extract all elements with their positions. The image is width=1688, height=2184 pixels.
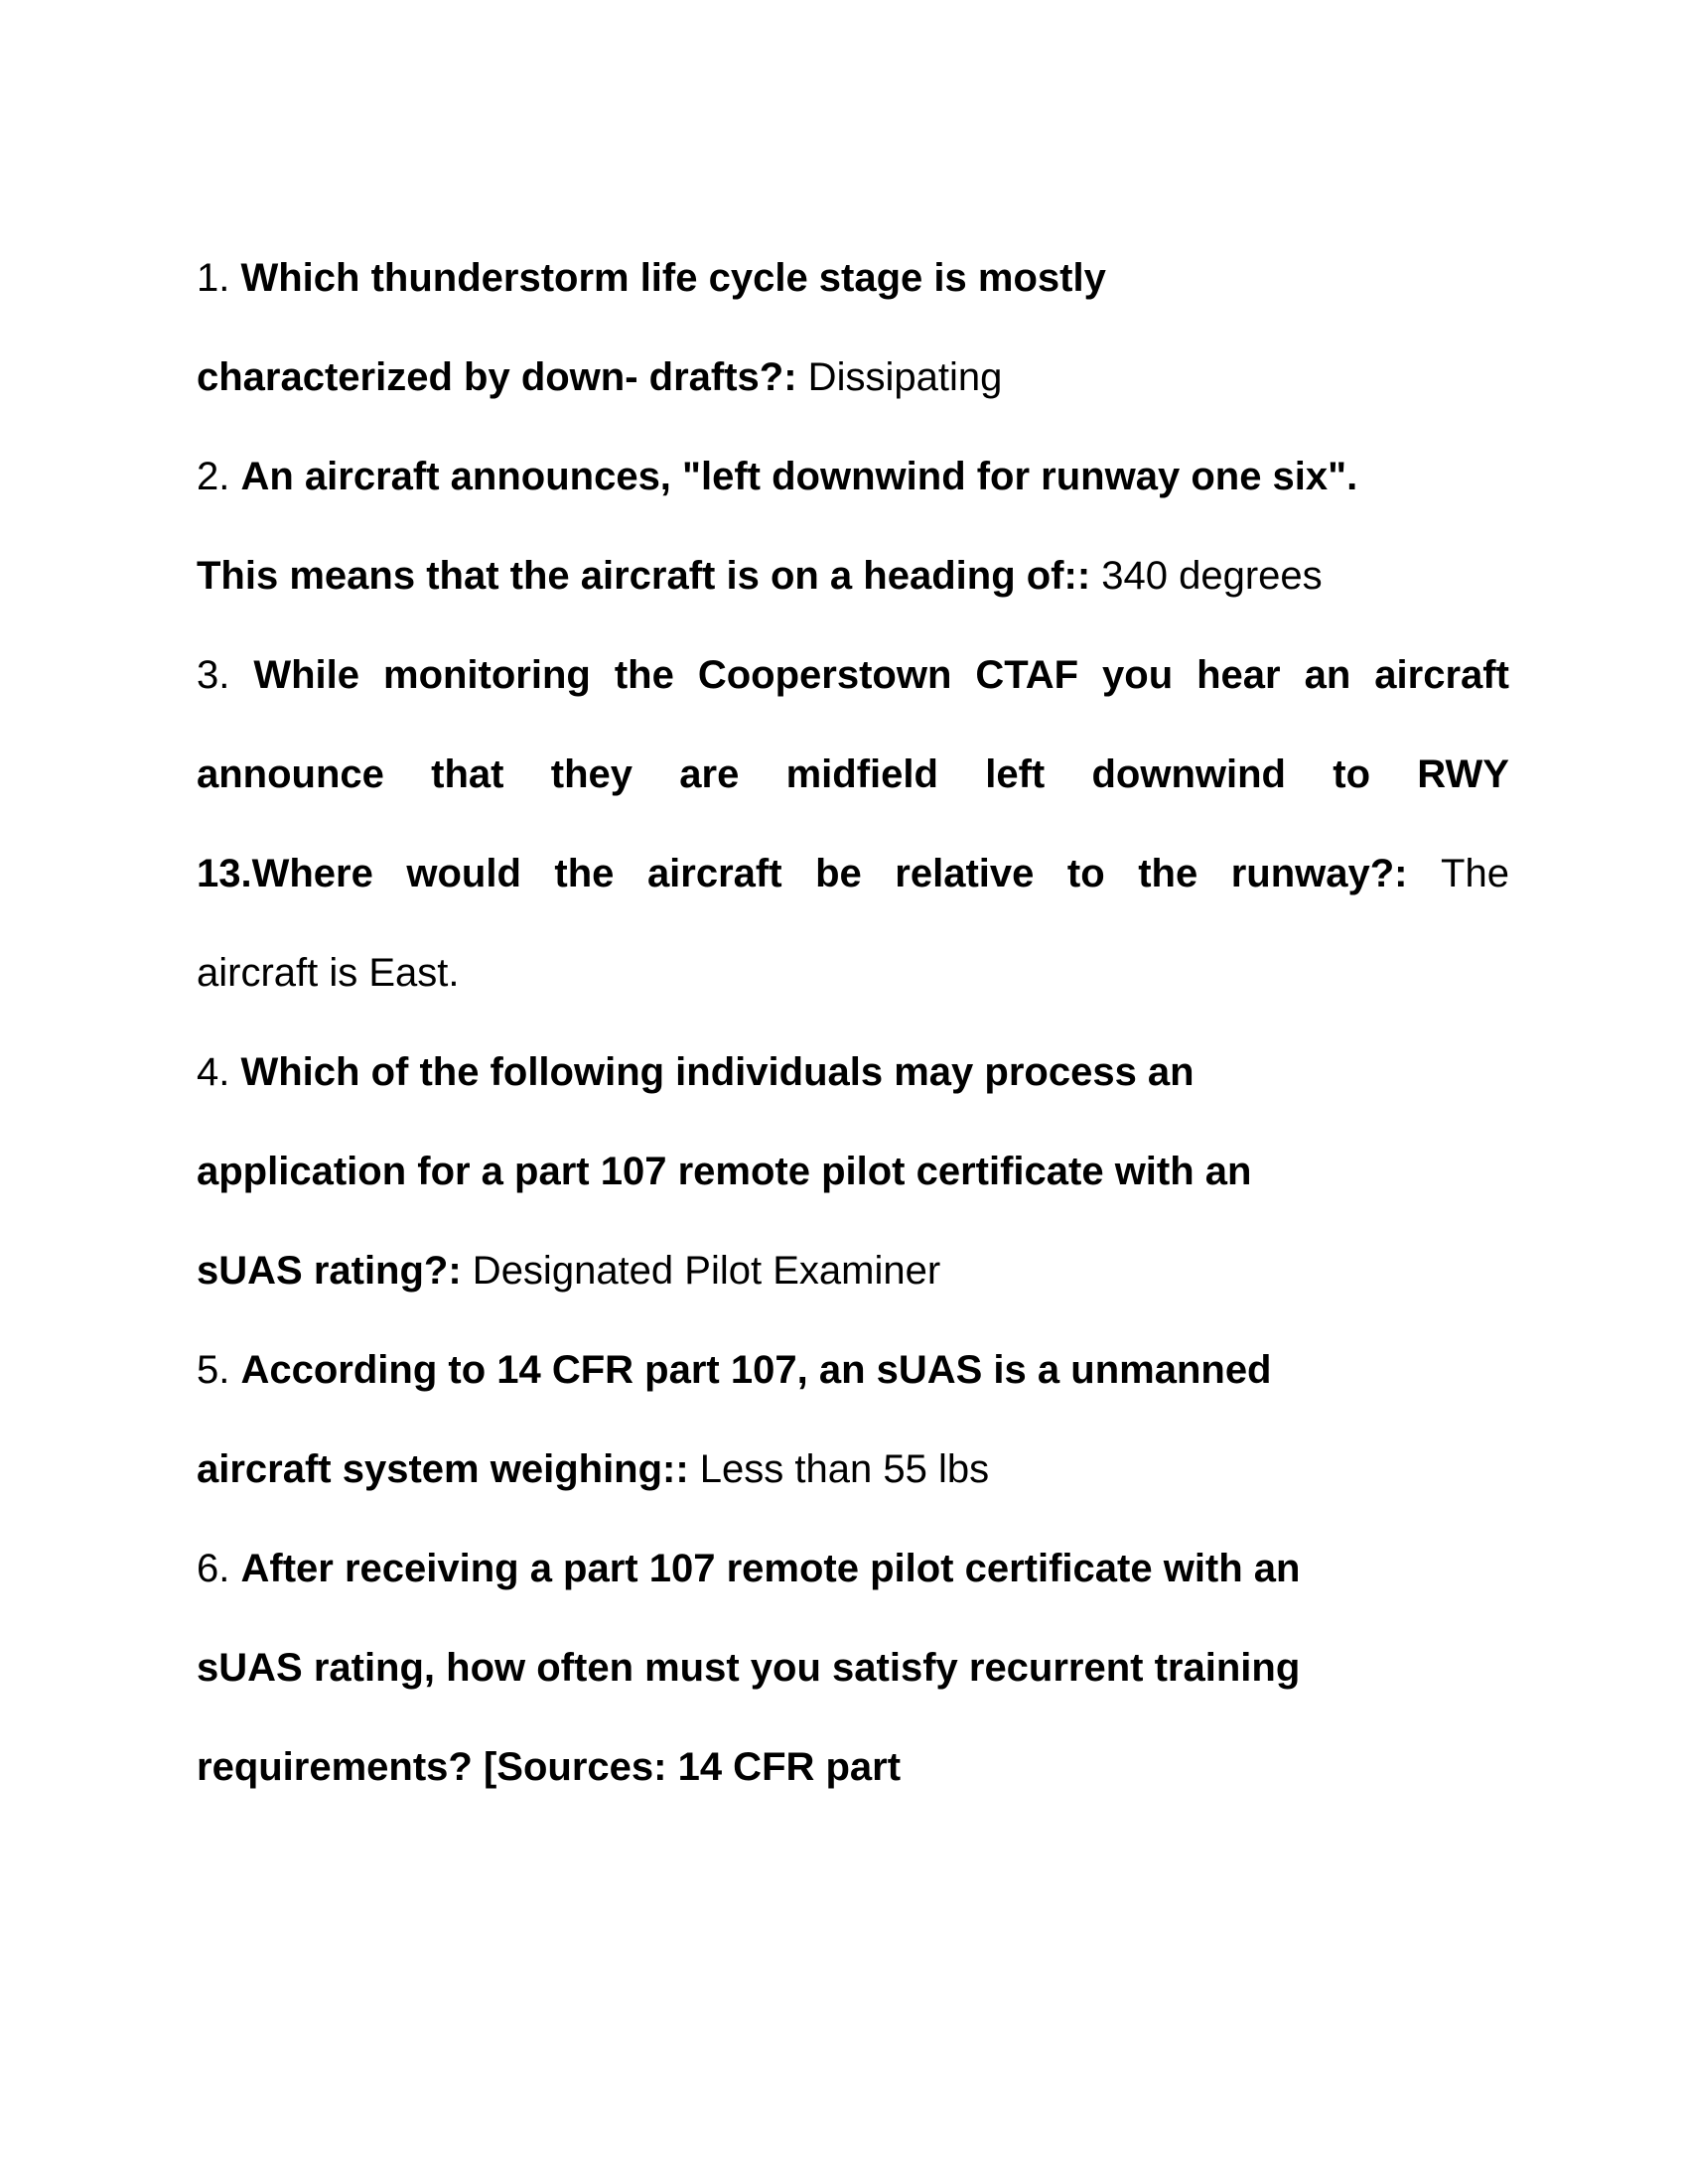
question-text-word: announce bbox=[197, 752, 384, 796]
question-text-word: to bbox=[1333, 752, 1371, 796]
question-text-run: Which of the following individuals may process an bbox=[240, 1050, 1195, 1094]
answer-text-word: The bbox=[1441, 852, 1509, 895]
question-text-run: requirements? [Sources: 14 CFR part bbox=[197, 1745, 902, 1789]
answer-text-run: 4. bbox=[197, 1050, 241, 1094]
questions-list bbox=[197, 228, 1509, 1817]
question-text-word: monitoring bbox=[383, 653, 591, 697]
question-text-run: application for a part 107 remote pilot certificate with an bbox=[197, 1150, 1252, 1193]
text-line bbox=[197, 824, 1509, 923]
text-line bbox=[197, 1519, 1509, 1618]
answer-text-run: 2. bbox=[197, 455, 241, 498]
answer-text-run: Designated Pilot Examiner bbox=[461, 1249, 941, 1293]
question-text-word: CTAF bbox=[975, 653, 1079, 697]
text-line bbox=[197, 1221, 1509, 1320]
text-line bbox=[197, 427, 1509, 526]
question-text-word: you bbox=[1102, 653, 1174, 697]
question-item bbox=[197, 1519, 1509, 1817]
text-line bbox=[197, 1320, 1509, 1420]
text-line bbox=[197, 1122, 1509, 1221]
text-line bbox=[197, 625, 1509, 725]
question-text-word: an bbox=[1304, 653, 1351, 697]
question-text-word: the bbox=[614, 653, 674, 697]
question-text-run: According to 14 CFR part 107, an sUAS is a unmanned bbox=[240, 1348, 1272, 1392]
question-text-word: are bbox=[679, 752, 740, 796]
text-line bbox=[197, 228, 1509, 328]
answer-text-run: 1. bbox=[197, 256, 241, 300]
answer-text-run: aircraft is East. bbox=[197, 951, 460, 995]
question-text-word: RWY bbox=[1417, 752, 1509, 796]
question-text-word: to bbox=[1066, 852, 1105, 895]
question-text-run: An aircraft announces, "left downwind for runway one six". bbox=[240, 455, 1358, 498]
question-text-word: downwind bbox=[1091, 752, 1286, 796]
question-item bbox=[197, 1023, 1509, 1320]
answer-text-run: 6. bbox=[197, 1547, 241, 1590]
question-text-word: the bbox=[554, 852, 615, 895]
question-text-run: aircraft system weighing:: bbox=[197, 1447, 689, 1491]
answer-text-word: 3. bbox=[197, 653, 230, 697]
question-text-word: While bbox=[253, 653, 360, 697]
question-text-word: would bbox=[406, 852, 521, 895]
text-line bbox=[197, 1618, 1509, 1717]
question-text-run: This means that the aircraft is on a heading of:: bbox=[197, 554, 1091, 598]
question-text-word: runway?: bbox=[1230, 852, 1408, 895]
question-item bbox=[197, 228, 1509, 427]
question-text-run: characterized by down- drafts?: bbox=[197, 355, 797, 399]
question-text-word: relative bbox=[895, 852, 1035, 895]
text-line bbox=[197, 1420, 1509, 1519]
text-line bbox=[197, 328, 1509, 427]
question-item bbox=[197, 625, 1509, 1023]
question-text-run: sUAS rating?: bbox=[197, 1249, 462, 1293]
question-text-run: After receiving a part 107 remote pilot certificate with an bbox=[240, 1547, 1301, 1590]
question-text-word: be bbox=[815, 852, 862, 895]
question-text-word: they bbox=[550, 752, 633, 796]
question-text-word: 13.Where bbox=[197, 852, 373, 895]
answer-text-run: Dissipating bbox=[796, 355, 1003, 399]
question-text-word: left bbox=[985, 752, 1046, 796]
text-line bbox=[197, 923, 1509, 1023]
question-text-word: Cooperstown bbox=[697, 653, 952, 697]
text-line bbox=[197, 526, 1509, 625]
question-text-word: hear bbox=[1196, 653, 1281, 697]
answer-text-run: 5. bbox=[197, 1348, 241, 1392]
question-item bbox=[197, 427, 1509, 625]
question-text-word: that bbox=[431, 752, 504, 796]
question-text-word: aircraft bbox=[646, 852, 782, 895]
text-line bbox=[197, 1717, 1509, 1817]
question-text-word: the bbox=[1138, 852, 1198, 895]
question-item bbox=[197, 1320, 1509, 1519]
text-line bbox=[197, 725, 1509, 824]
question-text-run: sUAS rating, how often must you satisfy recurrent training bbox=[197, 1646, 1301, 1690]
text-line bbox=[197, 1023, 1509, 1122]
question-text-word: midfield bbox=[785, 752, 938, 796]
answer-text-run: Less than 55 lbs bbox=[688, 1447, 990, 1491]
question-text-run: Which thunderstorm life cycle stage is mostly bbox=[240, 256, 1106, 300]
question-text-word: aircraft bbox=[1374, 653, 1509, 697]
answer-text-run: 340 degrees bbox=[1090, 554, 1323, 598]
